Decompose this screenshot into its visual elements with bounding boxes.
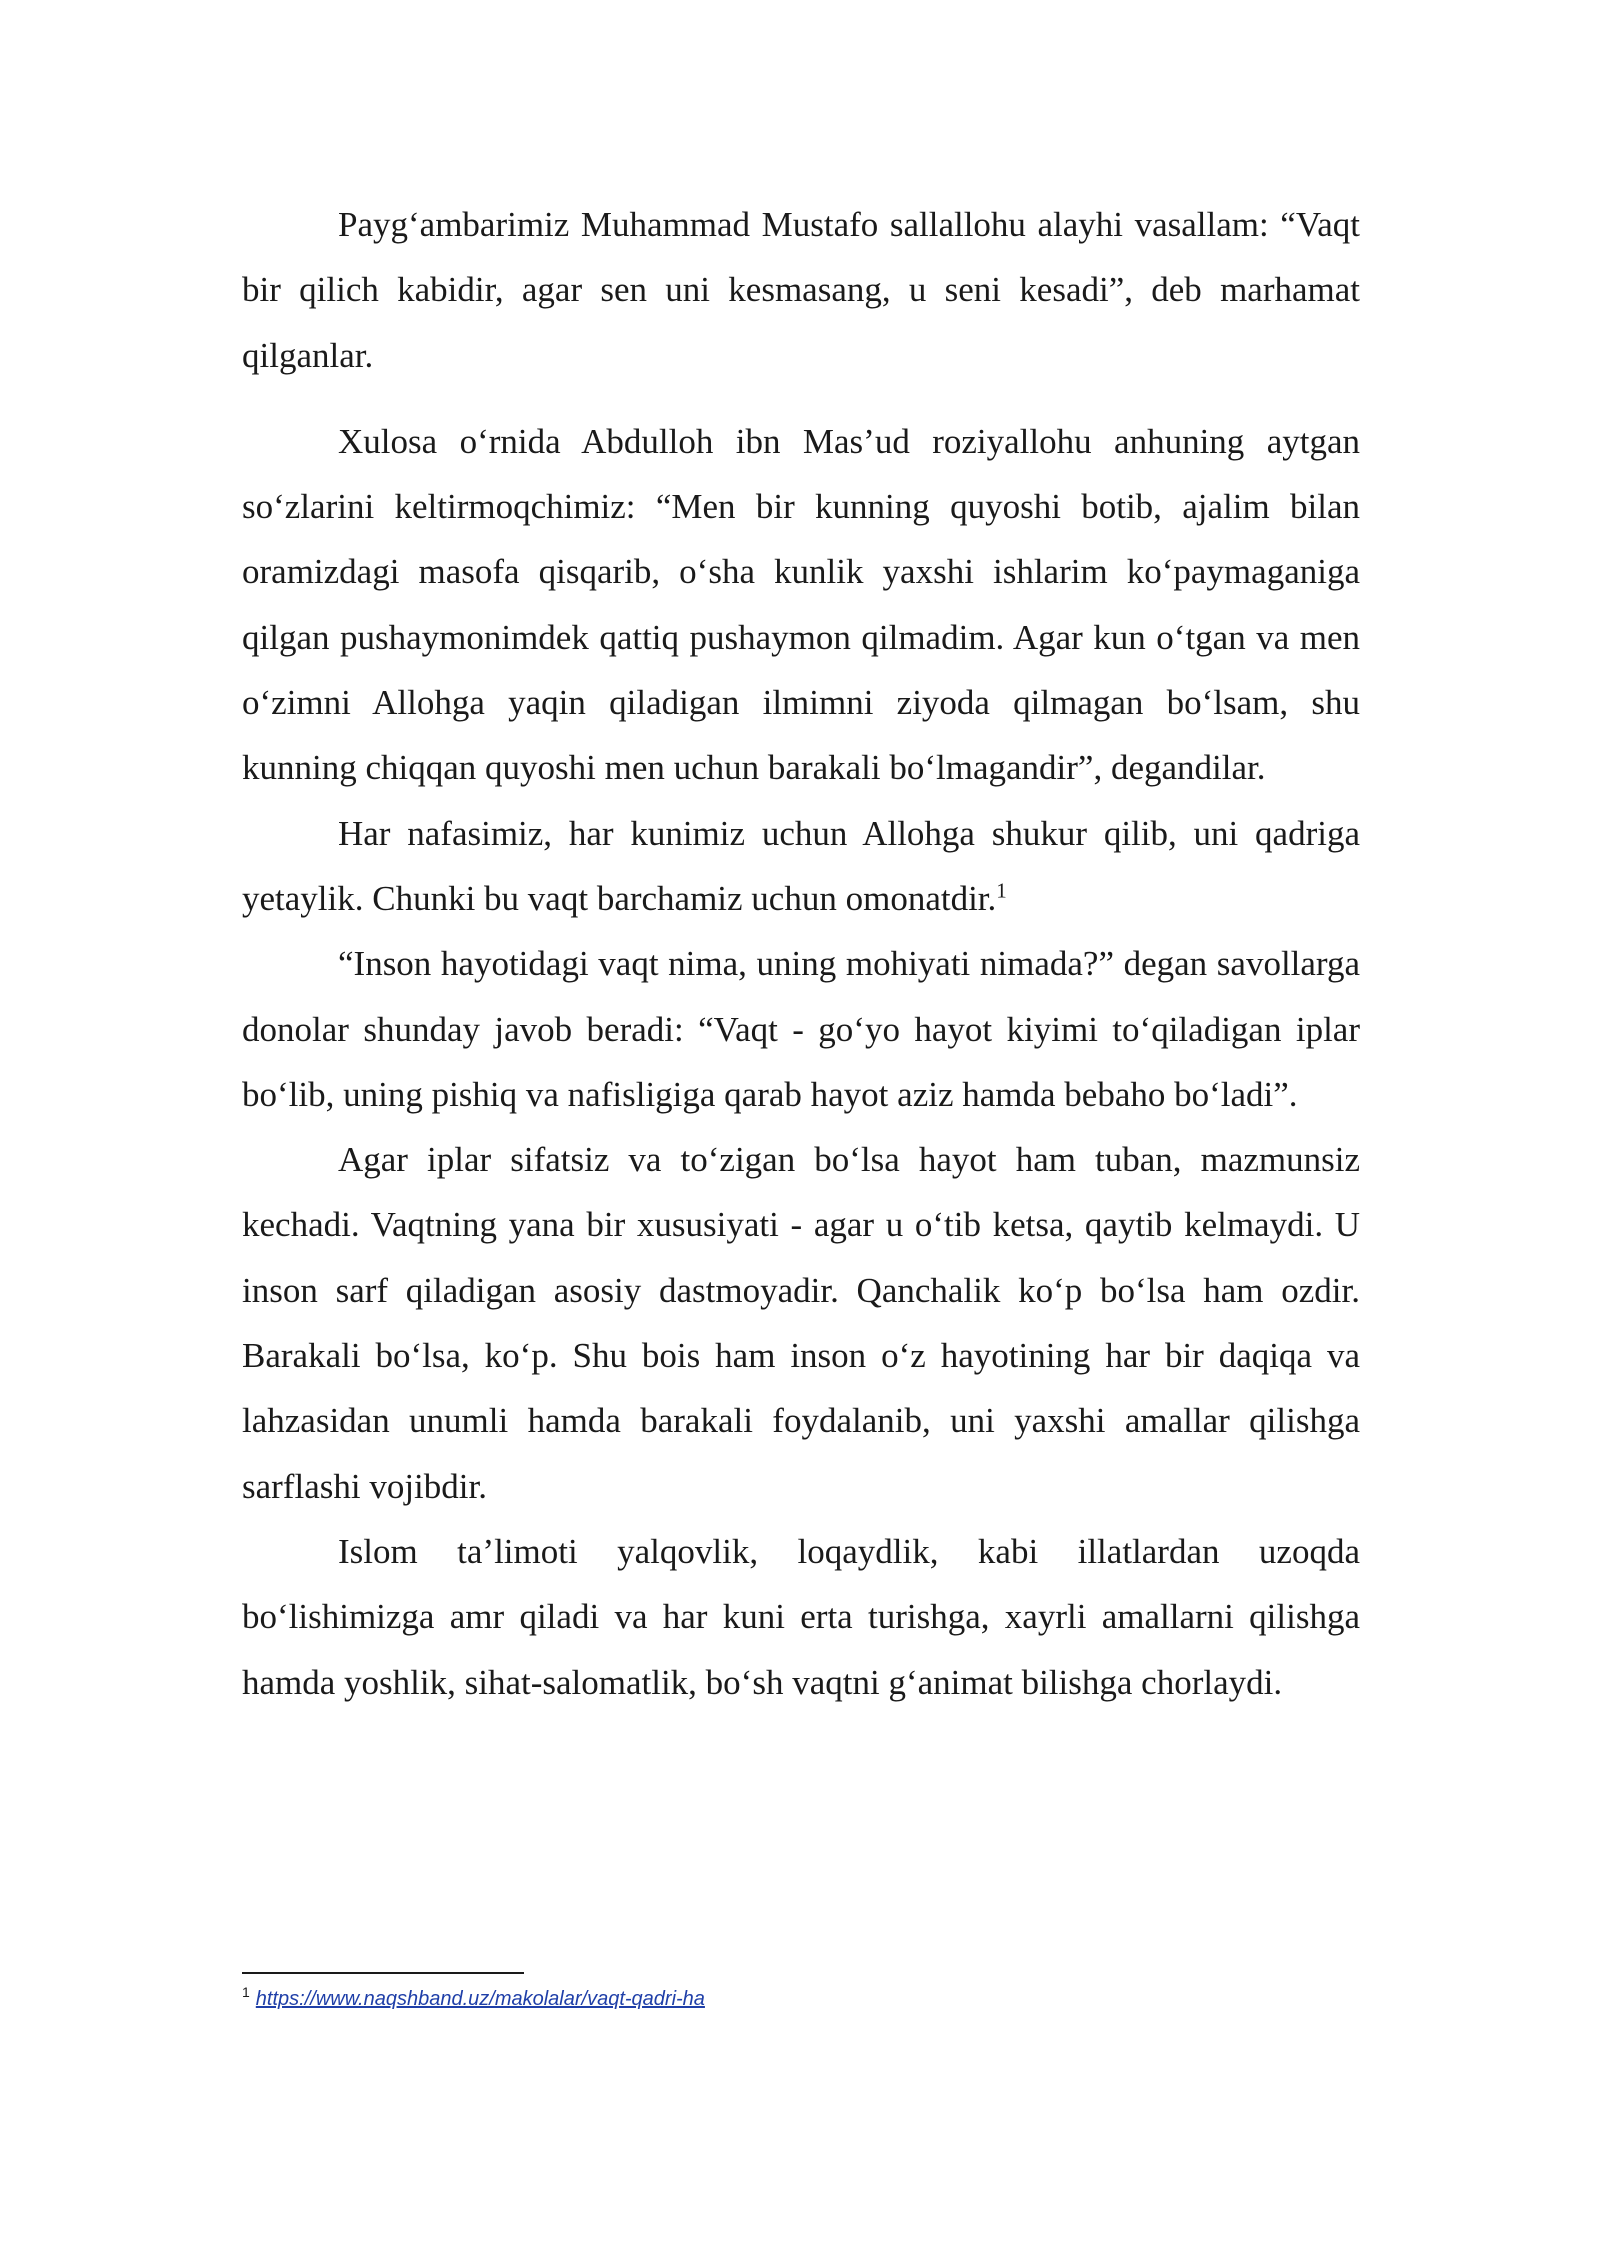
footnote-reference[interactable]: 1 [996, 878, 1007, 903]
paragraph: Agar iplar sifatsiz va to‘zigan bo‘lsa hayot ham tuban, mazmunsiz kechadi. Vaqtning yana bir xususiyati - agar u o‘tib ketsa, qaytib kelmaydi. U inson sarf qiladigan asosiy dastmoyadir. Qanchalik ko‘p bo‘lsa ham ozdir. Barakali bo‘lsa, ko‘p. Shu bois ham inson o‘z hayotining har bir daqiqa va lahzasidan unumli hamda barakali foydalanib, uni yaxshi amallar qilishga sarflashi vojibdir. [242, 1140, 1360, 1506]
body-text [242, 192, 1360, 1715]
paragraph-with-footnote [242, 801, 1360, 932]
footnote-number: 1 [242, 1984, 250, 2001]
paragraph: Xulosa o‘rnida Abdulloh ibn Mas’ud roziyallohu anhuning aytgan so‘zlarini keltirmoqchimiz: “Men bir kunning quyoshi botib, ajalim bilan oramizdagi masofa qisqarib, o‘sha kunlik yaxshi ishlarim ko‘paymaganiga qilgan pushaymonimdek qattiq pushaymon qilmadim. Agar kun o‘tgan va men o‘zimni Allohga yaqin qiladigan ilmimni ziyoda qilmagan bo‘lsam, shu kunning chiqqan quyoshi men uchun barakali bo‘lmagandir”, degandilar. [242, 421, 1360, 788]
footnote-separator [242, 1972, 524, 1974]
footnote [242, 1984, 705, 2011]
paragraph: “Inson hayotidagi vaqt nima, uning mohiyati nimada?” degan savollarga donolar shunday javob beradi: “Vaqt - go‘yo hayot kiyimi to‘qiladigan iplar bo‘lib, uning pishiq va nafisligiga qarab hayot aziz hamda bebaho bo‘ladi”. [242, 944, 1360, 1114]
footnote-link[interactable]: https://www.naqshband.uz/makolalar/vaqt-qadri-ha [255, 1988, 705, 2010]
paragraph: Payg‘ambarimiz Muhammad Mustafo sallallohu alayhi vasallam: “Vaqt bir qilich kabidir, agar sen uni kesmasang, u seni kesadi”, deb marhamat qilganlar. [242, 205, 1360, 375]
paragraph-text: Har nafasimiz, har kunimiz uchun Allohga shukur qilib, uni qadriga yetaylik. Chunki bu vaqt barchamiz uchun omonatdir. [242, 813, 1360, 918]
paragraph: Islom ta’limoti yalqovlik, loqaydlik, kabi illatlardan uzoqda bo‘lishimizga amr qiladi va har kuni erta turishga, xayrli amallarni qilishga hamda yoshlik, sihat-salomatlik, bo‘sh vaqtni g‘animat bilishga chorlaydi. [242, 1531, 1360, 1702]
